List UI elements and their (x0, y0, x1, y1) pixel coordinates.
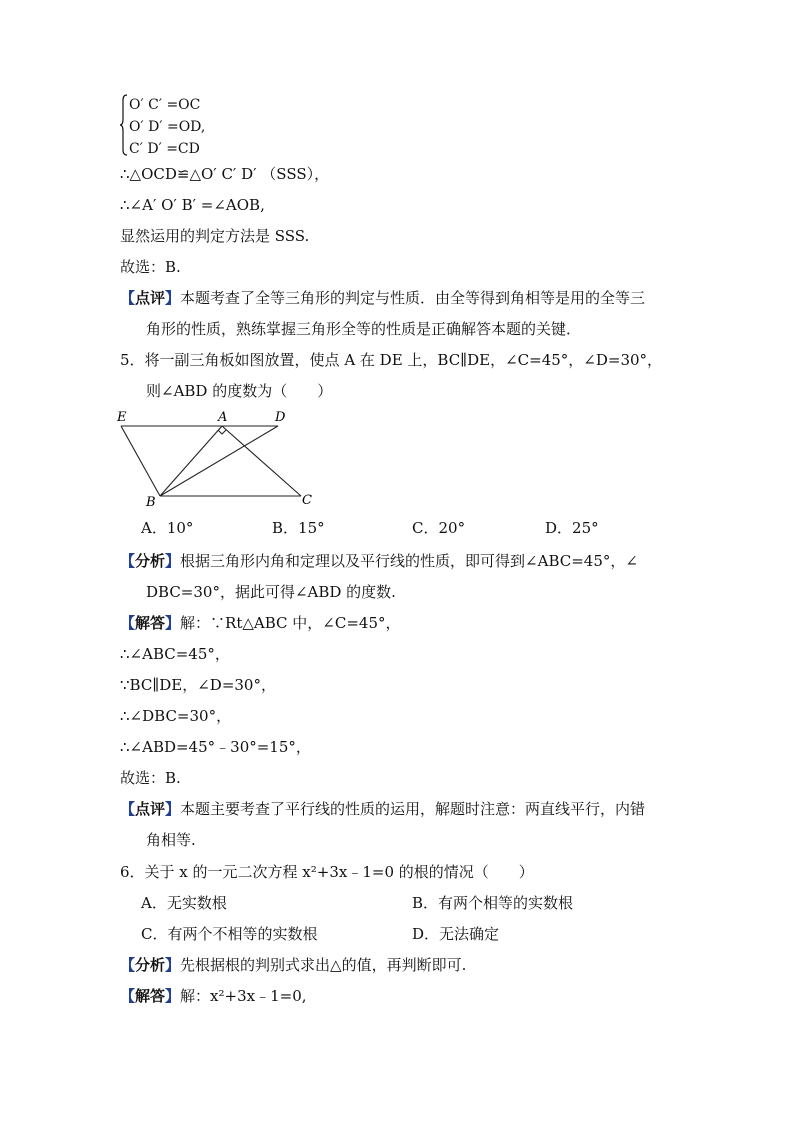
analysis-paragraph: 【分析】先根据根的判别式求出△的值，再判断即可. (120, 956, 467, 974)
review-paragraph: 【点评】本题主要考查了平行线的性质的运用，解题时注意：两直线平行，内错 (120, 800, 646, 818)
point-label-E: E (117, 410, 127, 425)
review-paragraph: 【点评】本题考查了全等三角形的判定与性质．由全等得到角相等是用的全等三 (120, 289, 646, 307)
option-b: B．15° (272, 519, 325, 537)
proof-line: ∴△OCD≌△O′ C′ D′ （SSS）， (120, 165, 330, 183)
analysis-tag: 【分析】 (120, 552, 181, 570)
proof-line: ∴∠A′ O′ B′ =∠AOB, (120, 196, 265, 214)
solution-line: ∴∠ABC=45°， (120, 645, 230, 663)
review-continuation: 角相等. (146, 831, 196, 849)
system-line: O′ C′ =OC (129, 97, 201, 113)
solution-line: ∵BC∥DE，∠D=30°， (120, 676, 276, 694)
solution-tag: 【解答】 (120, 614, 181, 632)
option-a: A．10° (141, 519, 194, 537)
question-6-stem: 6．关于 x 的一元二次方程 x²+3x﹣1=0 的根的情况（ ） (120, 863, 534, 881)
solution-tag: 【解答】 (120, 987, 181, 1005)
option-c: C．20° (412, 519, 466, 537)
solution-paragraph: 【解答】解：∵Rt△ABC 中，∠C=45°， (120, 614, 401, 632)
answer-line: 故选：B. (120, 769, 181, 787)
option-b: B．有两个相等的实数根 (412, 894, 574, 912)
option-a: A．无实数根 (141, 894, 227, 912)
point-label-B: B (146, 495, 156, 510)
review-tag: 【点评】 (120, 800, 181, 818)
review-tag: 【点评】 (120, 289, 181, 307)
analysis-paragraph: 【分析】根据三角形内角和定理以及平行线的性质，即可得到∠ABC=45°，∠ (120, 552, 638, 570)
solution-line: ∴∠DBC=30°， (120, 707, 232, 725)
proof-line: 显然运用的判定方法是 SSS. (120, 227, 310, 245)
left-brace-icon (120, 94, 128, 156)
question-5-stem-cont: 则∠ABD 的度数为（ ） (146, 382, 333, 400)
review-continuation: 角形的性质，熟练掌握三角形全等的性质是正确解答本题的关键． (146, 320, 582, 338)
analysis-tag: 【分析】 (120, 956, 181, 974)
point-label-C: C (302, 493, 312, 508)
answer-line: 故选：B. (120, 258, 181, 276)
point-label-A: A (218, 410, 228, 425)
option-c: C．有两个不相等的实数根 (141, 925, 318, 943)
system-line: C′ D′ =CD (129, 141, 200, 157)
solution-paragraph: 【解答】解：x²+3x﹣1=0, (120, 987, 307, 1005)
option-d: D．无法确定 (412, 925, 500, 943)
system-line: O′ D′ =OD, (129, 119, 206, 135)
option-d: D．25° (545, 519, 599, 537)
solution-line: ∴∠ABD=45°﹣30°=15°， (120, 738, 311, 756)
question-5-stem: 5．将一副三角板如图放置，使点 A 在 DE 上，BC∥DE，∠C=45°，∠D=30°， (120, 351, 663, 369)
point-label-D: D (275, 410, 286, 425)
triangle-figure (115, 406, 320, 510)
analysis-continuation: DBC=30°，据此可得∠ABD 的度数. (146, 583, 396, 601)
